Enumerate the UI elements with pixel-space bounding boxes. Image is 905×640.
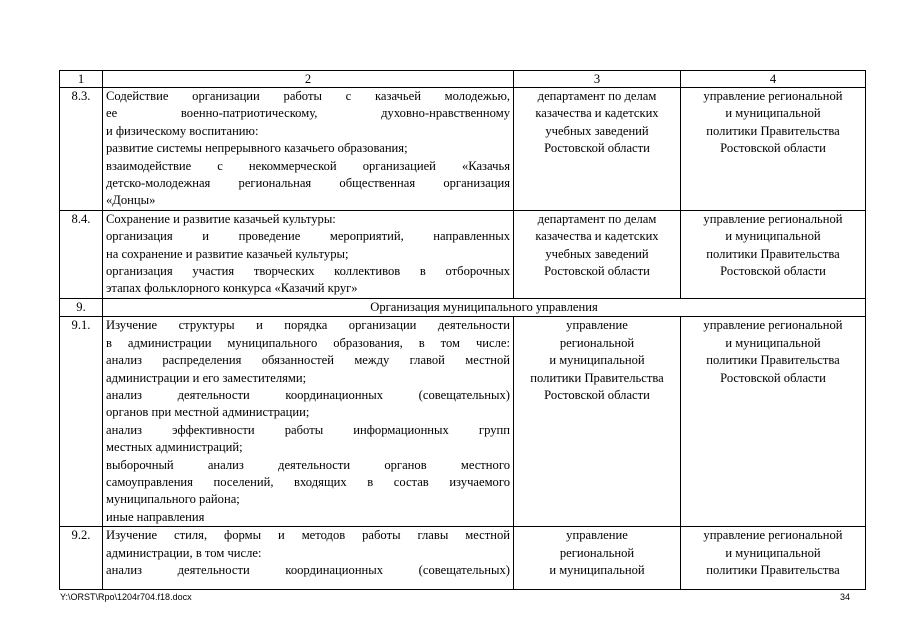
co-executor-line: Ростовской области <box>720 370 826 385</box>
description-line: детско-молодежная региональная общественная организация <box>106 176 510 191</box>
responsible-executor <box>514 210 681 298</box>
header-cell-4: 4 <box>681 71 866 88</box>
row-number: 9.2. <box>60 527 103 590</box>
description-line: организация и проведение мероприятий, направленных <box>106 229 510 244</box>
co-executor-line: управление региональной <box>703 211 843 226</box>
description-line: Содействие организации работы с казачьей молодежью, <box>106 89 510 103</box>
co-executor-line: политики Правительства <box>706 246 840 261</box>
description-line: иные направления <box>106 509 205 524</box>
activity-description <box>103 527 514 590</box>
description-line: этапах фольклорного конкурса «Казачий круг» <box>106 281 358 296</box>
responsible-executor-line: казачества и кадетских <box>535 106 659 121</box>
co-executor-line: и муниципальной <box>725 545 821 560</box>
plan-table <box>59 70 866 590</box>
co-executor <box>681 527 866 590</box>
co-executor-line: и муниципальной <box>725 229 821 244</box>
responsible-executor-line: региональной <box>559 545 635 560</box>
description-line: развитие системы непрерывного казачьего образования; <box>106 141 408 156</box>
footer-page-number: 34 <box>840 592 851 602</box>
responsible-executor-line: региональной <box>559 335 635 350</box>
co-executor-line: и муниципальной <box>725 335 821 350</box>
responsible-executor-line: и муниципальной <box>549 353 645 368</box>
activity-description <box>103 210 514 298</box>
table-row <box>60 210 866 298</box>
description-line: Изучение стиля, формы и методов работы главы местной <box>106 528 510 543</box>
activity-description <box>103 88 514 211</box>
responsible-executor-line: казачества и кадетских <box>535 229 659 244</box>
responsible-executor-line: Ростовской области <box>544 387 650 402</box>
responsible-executor-line: Ростовской области <box>544 141 650 156</box>
co-executor-line: политики Правительства <box>706 353 840 368</box>
responsible-executor-line: управление <box>566 528 628 543</box>
co-executor-line: и муниципальной <box>725 106 821 121</box>
table-body <box>60 71 866 590</box>
responsible-executor <box>514 317 681 527</box>
description-line: местных администраций; <box>106 440 243 455</box>
description-line: самоуправления поселений, входящих в состав изучаемого <box>106 474 510 489</box>
description-line: администрации и его заместителями; <box>106 370 307 385</box>
row-number: 9. <box>60 298 103 316</box>
co-executor-line: управление региональной <box>703 318 843 333</box>
description-line: на сохранение и развитие казачьей культуры; <box>106 246 349 261</box>
description-line: Сохранение и развитие казачьей культуры: <box>106 211 336 226</box>
description-line: анализ деятельности координационных (совещательных) <box>106 562 510 577</box>
description-line: Изучение структуры и порядка организации деятельности <box>106 318 510 333</box>
table-row <box>60 527 866 590</box>
co-executor-line: управление региональной <box>703 89 843 103</box>
description-line: анализ деятельности координационных (совещательных) <box>106 387 510 402</box>
co-executor <box>681 317 866 527</box>
responsible-executor <box>514 88 681 211</box>
table-row <box>60 317 866 527</box>
co-executor-line: Ростовской области <box>720 141 826 156</box>
co-executor <box>681 210 866 298</box>
responsible-executor-line: и муниципальной <box>549 562 645 577</box>
description-line: «Донцы» <box>106 193 156 208</box>
co-executor-line: политики Правительства <box>706 562 840 577</box>
header-row <box>60 71 866 88</box>
co-executor-line: Ростовской области <box>720 264 826 279</box>
header-cell-2: 2 <box>103 71 514 88</box>
co-executor <box>681 88 866 211</box>
header-cell-1: 1 <box>60 71 103 88</box>
description-line: в администрации муниципального образования, в том числе: <box>106 335 510 350</box>
row-number: 8.4. <box>60 210 103 298</box>
co-executor-line: управление региональной <box>703 528 843 543</box>
description-line: администрации, в том числе: <box>106 545 262 560</box>
description-line: ее военно-патриотическому, духовно-нравственному <box>106 106 510 121</box>
responsible-executor-line: Ростовской области <box>544 264 650 279</box>
description-line: и физическому воспитанию: <box>106 123 259 138</box>
description-line: организация участия творческих коллективов в отборочных <box>106 264 510 279</box>
header-cell-3: 3 <box>514 71 681 88</box>
responsible-executor-line: политики Правительства <box>530 370 664 385</box>
row-number: 9.1. <box>60 317 103 527</box>
responsible-executor <box>514 527 681 590</box>
co-executor-line: политики Правительства <box>706 123 840 138</box>
description-line: взаимодействие с некоммерческой организацией «Казачья <box>106 158 510 173</box>
row-number: 8.3. <box>60 88 103 211</box>
responsible-executor-line: учебных заведений <box>545 246 649 261</box>
responsible-executor-line: управление <box>566 318 628 333</box>
section-row <box>60 298 866 316</box>
responsible-executor-line: учебных заведений <box>545 123 649 138</box>
responsible-executor-line: департамент по делам <box>537 89 657 103</box>
table-row <box>60 88 866 211</box>
activity-description <box>103 317 514 527</box>
description-line: анализ распределения обязанностей между главой местной <box>106 353 510 368</box>
description-line: органов при местной администрации; <box>106 405 310 420</box>
description-line: анализ эффективности работы информационных групп <box>106 422 510 437</box>
footer-file-path: Y:\ORST\Rpo\1204r704.f18.docx <box>60 592 192 602</box>
section-title: Организация муниципального управления <box>103 298 866 316</box>
responsible-executor-line: департамент по делам <box>537 211 657 226</box>
description-line: выборочный анализ деятельности органов местного <box>106 457 510 472</box>
description-line: муниципального района; <box>106 492 240 507</box>
